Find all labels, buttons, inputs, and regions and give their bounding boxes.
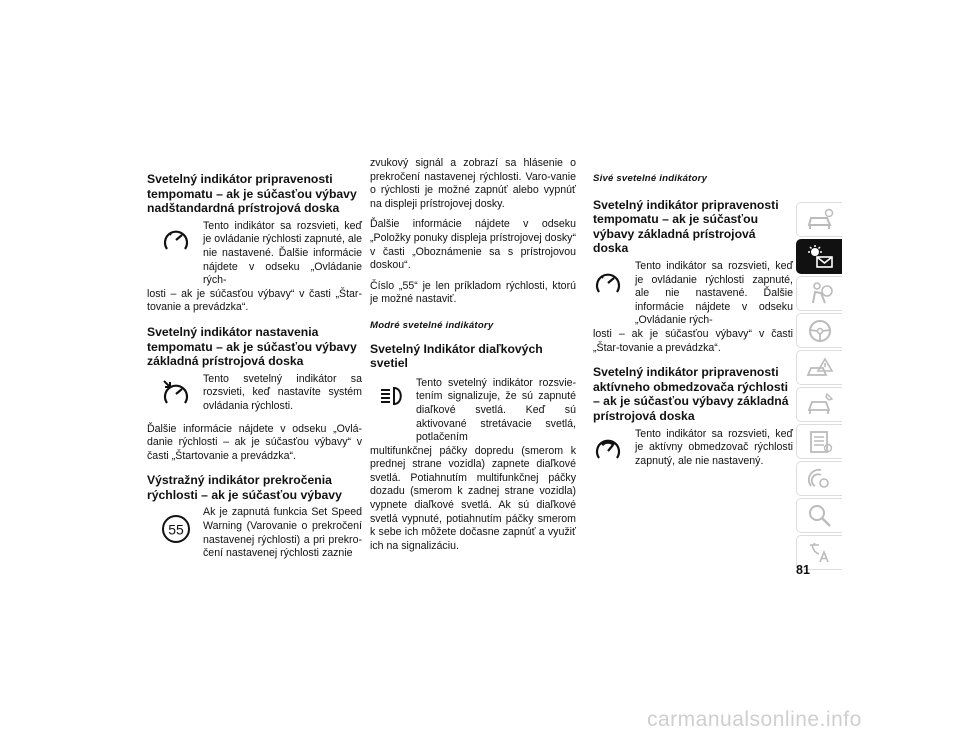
column-middle (370, 157, 576, 563)
speed-limiter-icon (593, 434, 623, 464)
tab-getting-to-know-vehicle[interactable] (796, 202, 842, 237)
speedometer-icon (161, 225, 191, 255)
high-beam-desc-cont: multifunkčnej páčky dopredu (smerom k prednej strane vozidla) zapnete diaľkové svetlá. Potiahnutím multifunkčnej páčky dozadu (smerom k zadnej strane vozidla) vypnete diaľkové svetlá. Ak sú diaľkové svetlá vypnuté, potiahnutím páčky smerom k sebe ich môžete dočasne zapnúť a využiť ich na signalizáciu. (370, 444, 576, 552)
group-title-blue-indicators: Modré svetelné indikátory (370, 319, 494, 331)
tab-servicing[interactable] (796, 387, 842, 422)
cruise-ready-premium-desc: Tento indikátor sa rozsvieti, keď je ovládanie rýchlosti zapnuté, ale nie nastavené. Ďalšie informácie nájdete v odseku „Ovládanie rých- (147, 220, 362, 288)
airbag-safety-icon (805, 281, 835, 307)
speedometer-icon (593, 268, 623, 298)
speed-warning-55-icon (161, 514, 191, 544)
cruise-ready-base-desc: Tento indikátor sa rozsvieti, keď je ovládanie rýchlosti zapnuté, ale nie nastavené. Ďalšie informácie nájdete v odseku „Ovládanie rých- (593, 260, 793, 328)
tab-warning-lights[interactable] (796, 239, 842, 274)
high-beam-desc: Tento svetelný indikátor rozsvie-tením signalizuje, že sú zapnuté diaľkové svetlá. Keď sú aktivované stretávacie svetlá, potlačením (370, 377, 576, 445)
car-service-icon (805, 392, 835, 418)
steering-wheel-icon (805, 318, 835, 344)
page-number: 81 (796, 563, 810, 577)
tab-emergency[interactable] (796, 350, 842, 385)
speed-warning-desc: 55 Ak je zapnutá funkcia Set Speed Warning (Varovanie o prekročení nastavenej rýchlosti) a pri prekro-čení nastavenej rýchlosti zaznie (147, 506, 362, 560)
speed-warning-note: Číslo „55“ je len príkladom rýchlosti, ktorú je možné nastaviť. (370, 279, 576, 306)
tab-technical-specifications[interactable] (796, 424, 842, 459)
speedometer-set-icon (161, 378, 191, 408)
car-info-icon (805, 207, 835, 233)
watermark: carmanualsonline.info (647, 708, 862, 731)
tab-index[interactable] (796, 498, 842, 533)
cruise-set-base-desc: Tento svetelný indikátor sa rozsvieti, keď nastavíte systém ovládania rýchlosti. (147, 373, 362, 414)
multimedia-icon (805, 466, 835, 492)
tab-starting-operating[interactable] (796, 313, 842, 348)
section-title-high-beam: Svetelný Indikátor diaľkových svetiel (370, 341, 543, 371)
warning-lights-icon (805, 244, 835, 270)
tab-safety[interactable] (796, 276, 842, 311)
column-left (147, 172, 362, 561)
crash-emergency-icon (805, 355, 835, 381)
group-title-gray-indicators: Sivé svetelné indikátory (593, 173, 708, 184)
section-title-speed-warning: Výstražný indikátor prekročenia rýchlosti – ak je súčasťou výbavy (147, 473, 342, 502)
specifications-list-icon (805, 429, 835, 455)
section-title-cruise-ready-base: Svetelný indikátor pripravenosti tempomatu – ak je súčasťou výbavy základná prístrojová doska (593, 197, 779, 256)
speed-warning-cont: zvukový signál a zobrazí sa hlásenie o prekročení nastavenej rýchlosti. Varo-vanie o rýchlosti je možné zapnúť alebo vypnúť na displeji prístrojovej dosky. (370, 157, 576, 210)
section-title-cruise-set-base: Svetelný indikátor nastavenia tempomatu – ak je súčasťou výbavy základná prístrojová doska (147, 324, 357, 369)
section-title-speed-limiter: Svetelný indikátor pripravenosti aktívneho obmedzovača rýchlosti – ak je súčasťou výbavy základná prístrojová doska (593, 365, 789, 423)
chapter-tabs (796, 202, 842, 572)
speed-limiter-desc: Tento indikátor sa rozsvieti, keď je aktívny obmedzovač rýchlosti zapnutý, ale nie nastavený. (593, 428, 793, 469)
svg-text:55: 55 (168, 521, 184, 538)
tab-multimedia[interactable] (796, 461, 842, 496)
language-icon (805, 540, 835, 566)
column-right (593, 172, 793, 468)
high-beam-icon (378, 381, 408, 411)
section-title-cruise-ready-premium: Svetelný indikátor pripravenosti tempomatu – ak je súčasťou výbavy nadštandardná prístrojová doska (147, 172, 357, 216)
cruise-ready-premium-desc-cont: losti – ak je súčasťou výbavy“ v časti „Štar-tovanie a prevádzka“. (147, 287, 362, 314)
cruise-ready-base-desc-cont: losti – ak je súčasťou výbavy“ v časti „Štar-tovanie a prevádzka“. (593, 327, 793, 354)
speed-warning-more-info: Ďalšie informácie nájdete v odseku „Položky ponuky displeja prístrojovej dosky“ v časti „Oboznámenie sa s prístrojovou doskou“. (370, 218, 576, 272)
cruise-set-base-para: Ďalšie informácie nájdete v odseku „Ovlá-danie rýchlosti – ak je súčasťou výbavy“ v časti „Štartovanie a prevádzka“. (147, 422, 362, 462)
index-search-icon (805, 503, 835, 529)
